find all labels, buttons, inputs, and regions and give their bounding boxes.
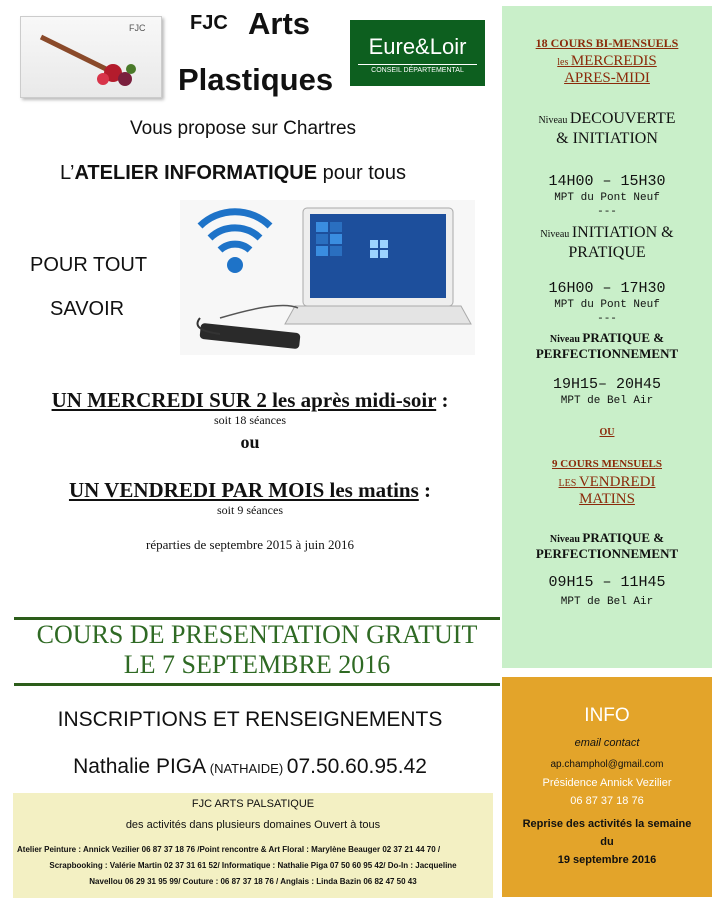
- sb-lvl4-a: PRATIQUE &: [582, 530, 665, 545]
- sb-lvl2-b: PRATIQUE: [568, 244, 646, 261]
- info-reprise2: du: [600, 836, 614, 848]
- gratuit-line2: LE 7 SEPTEMBRE 2016: [123, 650, 391, 679]
- mercredi-text: UN MERCREDI SUR 2 les après midi-soir: [51, 388, 437, 412]
- ou-text: ou: [240, 432, 260, 452]
- sb-m2-text: VENDREDI: [578, 474, 656, 490]
- sb-lvl2-prefix: Niveau: [540, 229, 572, 240]
- title-fjc: FJC: [190, 12, 228, 34]
- sb-lvl1-b: & INITIATION: [556, 130, 658, 147]
- info-reprise1: Reprise des activités la semaine: [522, 818, 692, 830]
- sb-sep2: ---: [597, 313, 617, 325]
- eure-brand: Eure&Loir: [368, 34, 467, 59]
- title-plastiques: Plastiques: [178, 62, 334, 97]
- vendredi-sub: soit 9 séances: [217, 503, 283, 517]
- atelier-prefix: L’: [60, 162, 75, 184]
- sb-p1: MPT du Pont Neuf: [554, 192, 660, 204]
- intro-atelier: [60, 162, 406, 185]
- sb-p2: MPT du Pont Neuf: [554, 299, 660, 311]
- info-email-label: email contact: [574, 737, 640, 749]
- sb-lvl3-a: PRATIQUE &: [582, 330, 665, 345]
- schedule-sidebar: [502, 6, 712, 668]
- sb-h1: 18 COURS BI-MENSUELS: [535, 36, 679, 50]
- sb-m2-les: LES: [558, 478, 579, 489]
- schedule-line-vendredi: [0, 478, 500, 518]
- sb-h2: [502, 52, 712, 70]
- logo-small-text: FJC: [129, 23, 146, 33]
- info-presidence: Présidence Annick Vezilier: [542, 777, 672, 789]
- sb-lvl3-prefix: Niveau: [549, 334, 583, 345]
- sb-lvl2: [502, 224, 712, 242]
- mercredi-colon: :: [436, 388, 449, 412]
- atelier-suffix: pour tous: [317, 162, 406, 184]
- sb-lvl1-prefix: Niveau: [538, 115, 570, 126]
- sb-t4: 09H15 – 11H45: [548, 574, 666, 591]
- info-box: [502, 677, 712, 897]
- contact-name: Nathalie PIGA: [73, 755, 207, 778]
- fjc-logo: [20, 16, 162, 98]
- mercredi-sub: soit 18 séances: [214, 413, 286, 427]
- inscriptions-heading: INSCRIPTIONS ET RENSEIGNEMENTS: [57, 708, 443, 731]
- reparties-text: réparties de septembre 2015 à juin 2016: [146, 537, 354, 552]
- pour-tout: POUR TOUT: [30, 254, 148, 276]
- info-title: INFO: [584, 705, 630, 726]
- contact-nick: (NATHAIDE): [206, 761, 287, 776]
- intro-proposes: Vous propose sur Chartres: [130, 118, 357, 139]
- gratuit-line1: COURS DE PRESENTATION GRATUIT: [36, 620, 478, 649]
- sb-t2: 16H00 – 17H30: [548, 280, 666, 297]
- savoir: SAVOIR: [50, 298, 125, 320]
- sb-h2-les: les: [557, 57, 571, 68]
- sb-ou: OU: [599, 427, 615, 438]
- activities-line1: Atelier Peinture : Annick Vezilier 06 87 37 18 76 /Point rencontre & Art Floral : Marylène Beauger 02 37 21 44 70 /: [17, 845, 441, 854]
- sb-lvl3-b: PERFECTIONNEMENT: [535, 346, 679, 361]
- laptop-wifi-icon: [180, 200, 475, 355]
- sb-lvl4-b: PERFECTIONNEMENT: [535, 546, 679, 561]
- eure-loir-logo: [350, 20, 485, 86]
- sb-m3: MATINS: [579, 491, 635, 507]
- sb-h3: APRES-MIDI: [564, 70, 650, 86]
- info-email: ap.champhol@gmail.com: [550, 759, 664, 770]
- activities-box: [13, 793, 493, 898]
- sb-lvl4: [502, 529, 712, 547]
- schedule-line-mercredi: [0, 388, 500, 428]
- sb-lvl3: [502, 329, 712, 347]
- eure-subtitle: CONSEIL DÉPARTEMENTAL: [371, 67, 464, 74]
- gratuit-bottom-bar: [14, 683, 500, 686]
- sb-lvl1-a: DECOUVERTE: [569, 110, 676, 127]
- eure-divider: [358, 64, 477, 65]
- activities-tagline: des activités dans plusieurs domaines Ouvert à tous: [125, 819, 381, 831]
- laptop-illustration: [180, 200, 475, 355]
- title-arts: Arts: [248, 6, 311, 41]
- contact-phone: 07.50.60.95.42: [286, 755, 427, 778]
- sb-t1: 14H00 – 15H30: [548, 173, 666, 190]
- vendredi-text: UN VENDREDI PAR MOIS les matins: [68, 478, 419, 502]
- vendredi-colon: :: [418, 478, 432, 502]
- sb-h2-text: MERCREDIS: [570, 53, 657, 69]
- atelier-bold: ATELIER INFORMATIQUE: [74, 162, 318, 184]
- sb-t3: 19H15– 20H45: [552, 376, 662, 393]
- activities-details: [17, 842, 489, 890]
- activities-line2: Scrapbooking : Valérie Martin 02 37 31 61 52/ Informatique : Nathalie Piga 07 50 60 95 42/ Do-In : Jacqueline: [49, 861, 457, 870]
- gratuit-banner: [14, 620, 500, 680]
- sb-sep1: ---: [597, 206, 617, 218]
- activities-title: FJC ARTS PALSATIQUE: [191, 798, 315, 810]
- info-reprise3: 19 septembre 2016: [557, 854, 657, 866]
- info-phone: 06 87 37 18 76: [570, 795, 644, 807]
- sb-lvl2-a: INITIATION &: [571, 224, 674, 241]
- sb-lvl1: [502, 110, 712, 128]
- sb-m1: 9 COURS MENSUELS: [551, 458, 663, 470]
- activities-line3: Navellou 06 29 31 95 99/ Couture : 06 87 37 18 76 / Anglais : Linda Bazin 06 82 47 50 43: [89, 877, 417, 886]
- sb-p4: MPT de Bel Air: [560, 596, 654, 608]
- contact-line: [0, 755, 500, 779]
- sb-p3: MPT de Bel Air: [560, 395, 654, 407]
- sb-m2: [502, 473, 712, 491]
- sb-lvl4-prefix: Niveau: [549, 534, 583, 545]
